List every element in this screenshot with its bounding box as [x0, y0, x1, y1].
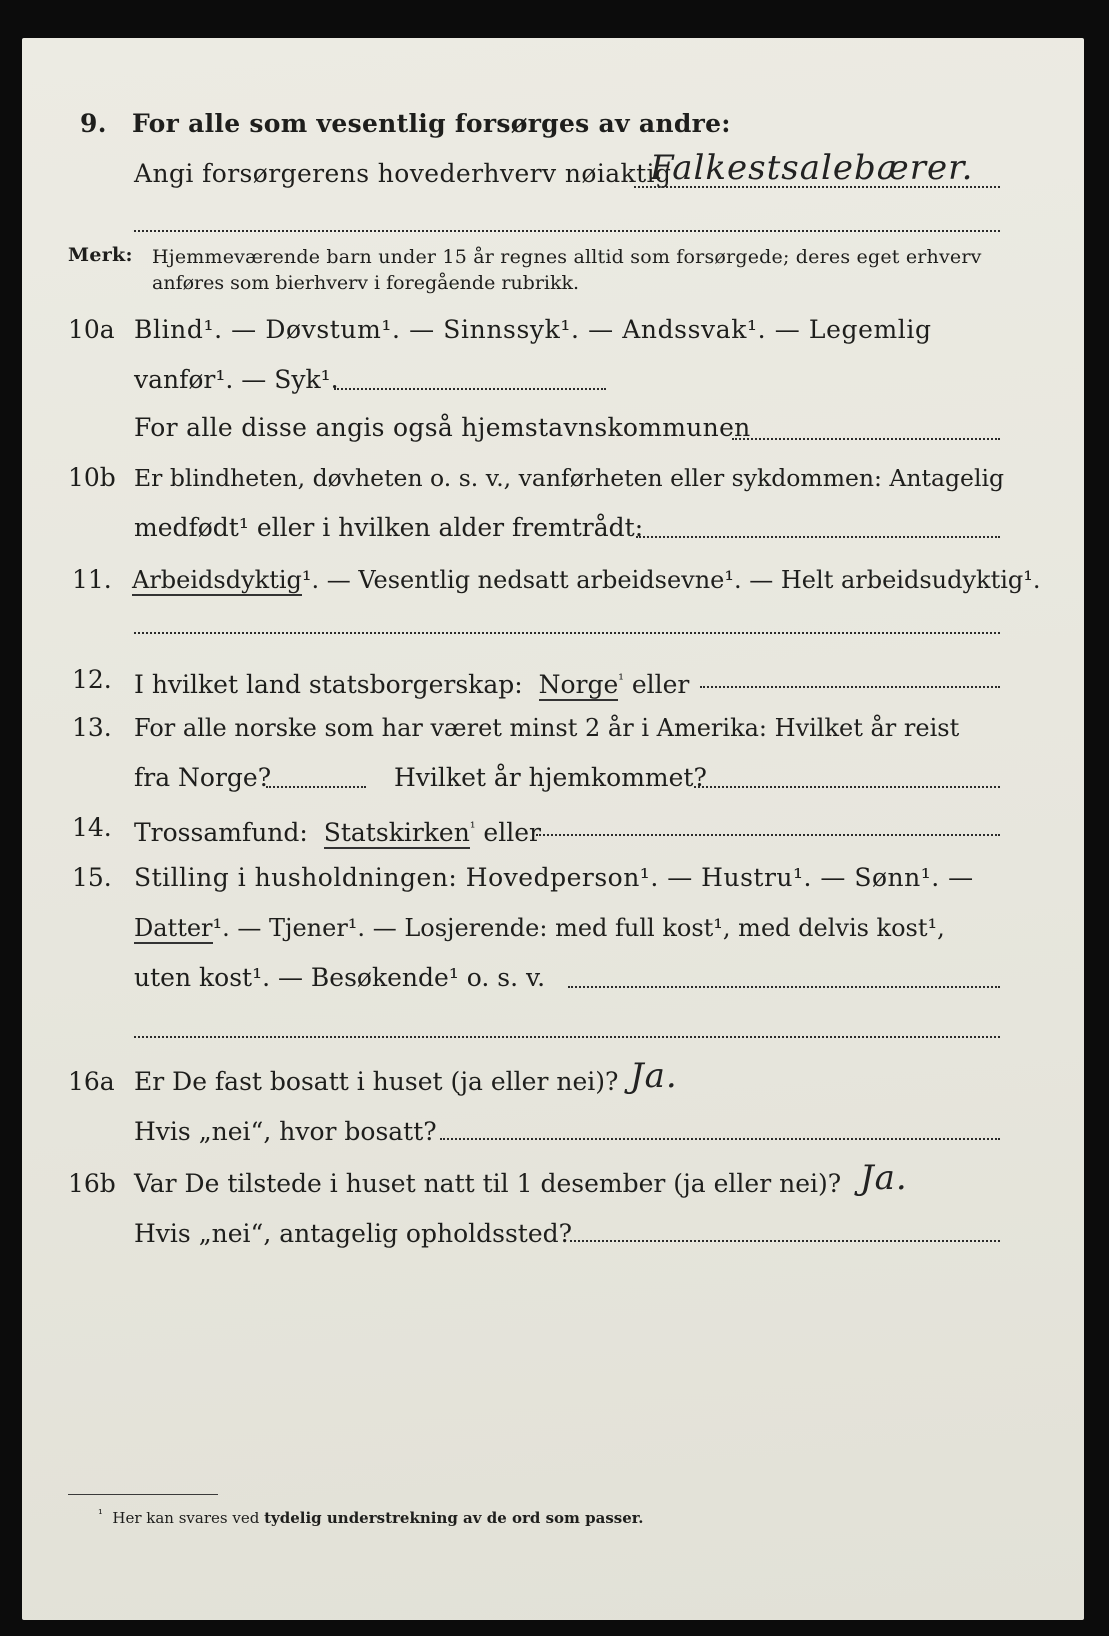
q10b-line1: Er blindheten, døvheten o. s. v., vanførheten eller sykdommen: Antagelig — [134, 464, 1005, 492]
q10b-line2: medfødt¹ eller i hvilken alder fremtrådt: — [134, 513, 644, 542]
q14-answer-line — [536, 834, 1000, 836]
q10a-number: 10a — [68, 315, 115, 344]
q13-number: 13. — [72, 713, 112, 742]
q16b-handwritten-answer: Ja. — [860, 1158, 908, 1198]
census-form-page — [22, 38, 1084, 1620]
q12-answer-line — [700, 686, 1000, 688]
q16a-handwritten-answer: Ja. — [630, 1056, 678, 1096]
q10a-hjemstavn-answer-line — [732, 438, 1000, 440]
q9-extra-line — [134, 230, 1000, 232]
merk-label: Merk: — [68, 244, 133, 266]
q10a-line3: For alle disse angis også hjemstavnskommunen — [134, 413, 751, 442]
q15-underlined-choice: Datter — [134, 914, 213, 942]
q16b-line2: Hvis „nei“, antagelig opholdssted? — [134, 1219, 573, 1248]
q14-number: 14. — [72, 813, 112, 842]
q12-text: I hvilket land statsborgerskap: Norge$^{^1}$ eller — [134, 670, 690, 699]
footnote: $^{^1}$ Her kan svares ved tydelig understrekning av de ord som passer. — [98, 1507, 644, 1527]
q15-line2: Datter¹. — Tjener¹. — Losjerende: med full kost¹, med delvis kost¹, — [134, 914, 945, 942]
merk-text-line1: Hjemmeværende barn under 15 år regnes alltid som forsørgede; deres eget erhverv — [152, 246, 982, 268]
q10a-line2: vanfør¹. — Syk¹. — [134, 365, 339, 394]
q16a-line2: Hvis „nei“, hvor bosatt? — [134, 1117, 437, 1146]
q13-line2b: Hvilket år hjemkommet? — [394, 763, 707, 792]
q13-line2a: fra Norge? — [134, 763, 272, 792]
q12-underlined-choice: Norge — [538, 670, 619, 699]
q15-line3: uten kost¹. — Besøkende¹ o. s. v. — [134, 963, 546, 992]
q12-number: 12. — [72, 665, 112, 694]
q14-text: Trossamfund: Statskirken$^{^1}$ eller — [134, 818, 541, 847]
q10a-line1: Blind¹. — Døvstum¹. — Sinnssyk¹. — Andssvak¹. — Legemlig — [134, 315, 932, 344]
q10b-number: 10b — [68, 463, 116, 492]
q16a-number: 16a — [68, 1067, 115, 1096]
q10a-syk-answer-line — [334, 388, 606, 390]
q9-number: 9. — [80, 109, 107, 138]
q16b-answer-line — [570, 1240, 1000, 1242]
q16b-number: 16b — [68, 1169, 116, 1198]
q15-extra-line — [134, 1036, 1000, 1038]
q16b-line1: Var De tilstede i huset natt til 1 desember (ja eller nei)? — [134, 1169, 842, 1198]
q11-number: 11. — [72, 565, 112, 594]
q9-heading: For alle som vesentlig forsørges av andre: — [132, 109, 731, 138]
q9-prompt: Angi forsørgerens hovederhverv nøiaktig — [134, 159, 672, 188]
q15-line1: Stilling i husholdningen: Hovedperson¹. — Hustru¹. — Sønn¹. — — [134, 863, 974, 892]
q14-underlined-choice: Statskirken — [323, 818, 470, 847]
q11-underlined-choice: Arbeidsdyktig — [132, 566, 302, 594]
q13-line1: For alle norske som har været minst 2 år i Amerika: Hvilket år reist — [134, 714, 960, 742]
q16a-answer-line — [440, 1138, 1000, 1140]
q15-answer-line — [568, 986, 1000, 988]
q15-number: 15. — [72, 863, 112, 892]
q13-reist-answer-line — [266, 786, 366, 788]
q16a-line1: Er De fast bosatt i huset (ja eller nei)? — [134, 1067, 619, 1096]
q11-text: Arbeidsdyktig¹. — Vesentlig nedsatt arbeidsevne¹. — Helt arbeidsudyktig¹. — [132, 566, 1041, 594]
q9-handwritten-answer: Falkestsalebærer. — [650, 148, 974, 188]
merk-text-line2: anføres som bierhverv i foregående rubrikk. — [152, 272, 580, 294]
footnote-rule — [68, 1494, 218, 1495]
q13-hjemkommet-answer-line — [694, 786, 1000, 788]
q11-extra-line — [134, 632, 1000, 634]
q10b-answer-line — [636, 536, 1000, 538]
